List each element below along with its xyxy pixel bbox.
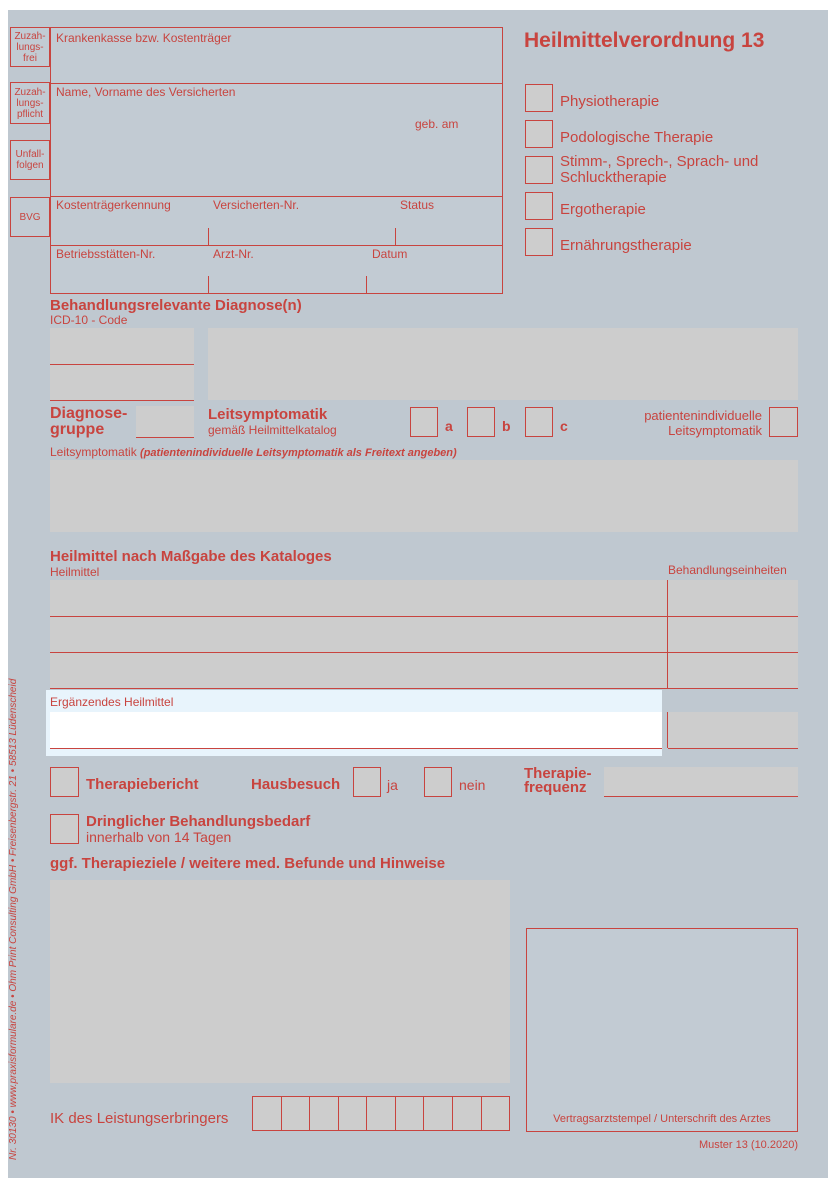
side-box-label: Zuzah- lungs- frei [14, 30, 46, 64]
checkbox-leit-a[interactable] [410, 407, 438, 437]
stamp-signature-label: Vertragsarztstempel / Unterschrift des Arztes [553, 1113, 771, 1125]
checkbox-home-visit-yes[interactable] [353, 767, 381, 797]
home-visit-no-label: nein [459, 777, 486, 793]
diagnosis-text-field[interactable] [208, 328, 798, 400]
leit-b-label: b [502, 418, 511, 434]
ik-digit-cell[interactable] [366, 1096, 396, 1131]
therapy-goals-heading: ggf. Therapieziele / weitere med. Befunde und Hinweise [50, 855, 446, 872]
urgent-treatment-label: Dringlicher Behandlungsbedarf [86, 813, 311, 830]
freetext-label [50, 445, 457, 459]
supplementary-remedy-field[interactable] [50, 712, 662, 748]
home-visit-label: Hausbesuch [251, 776, 341, 793]
insured-number-label: Versicherten-Nr. [213, 198, 300, 212]
checkbox-speech-therapy[interactable] [525, 156, 553, 184]
form-code: Muster 13 (10.2020) [698, 1139, 798, 1151]
diagnosis-group-label-line2: gruppe [50, 421, 105, 438]
diagnosis-group-label-line1: Diagnose- [50, 405, 128, 422]
ik-digit-cell[interactable] [281, 1096, 311, 1131]
doctor-number-label: Arzt-Nr. [213, 247, 254, 261]
side-box-accident[interactable] [10, 140, 50, 180]
checkbox-physiotherapy[interactable] [525, 84, 553, 112]
supplementary-remedy-label: Ergänzendes Heilmittel [50, 695, 174, 709]
option-podology: Podologische Therapie [560, 129, 714, 146]
side-box-label: Zuzah- lungs- pflicht [14, 86, 46, 120]
remedies-heading: Heilmittel nach Maßgabe des Kataloges [50, 548, 332, 565]
individual-leit-label [600, 408, 762, 438]
stamp-signature-box[interactable] [526, 928, 798, 1132]
leitsymptomatik-sub: gemäß Heilmittelkatalog [208, 423, 337, 437]
therapy-report-label: Therapiebericht [86, 776, 199, 793]
side-box-copay-required[interactable] [10, 82, 50, 124]
ik-provider-label: IK des Leistungserbringers [50, 1110, 229, 1127]
diagnosis-heading: Behandlungsrelevante Diagnose(n) [50, 297, 302, 314]
checkbox-ergotherapy[interactable] [525, 192, 553, 220]
checkbox-nutrition-therapy[interactable] [525, 228, 553, 256]
frequency-label-line2: frequenz [524, 779, 587, 796]
checkbox-home-visit-no[interactable] [424, 767, 452, 797]
individual-leit-line1: patientenindividuelle [644, 408, 762, 423]
frequency-label [524, 767, 592, 795]
checkbox-urgent-treatment[interactable] [50, 814, 79, 844]
diagnosis-group-field[interactable] [136, 406, 194, 437]
option-speech-therapy: Stimm-, Sprech-, Sprach- und Schlucktherapie [560, 153, 759, 186]
ik-number-cells [252, 1096, 510, 1131]
leit-c-label: c [560, 418, 568, 434]
side-box-bvg[interactable] [10, 197, 50, 237]
ik-digit-cell[interactable] [423, 1096, 453, 1131]
option-nutrition-therapy: Ernährungstherapie [560, 237, 692, 254]
side-box-copay-free[interactable] [10, 27, 50, 67]
remedy-column-label: Heilmittel [50, 565, 100, 579]
freetext-hint: (patientenindividuelle Leitsymptomatik als Freitext angeben) [140, 447, 457, 459]
home-visit-yes-label: ja [387, 777, 398, 793]
date-label: Datum [372, 247, 408, 261]
form-title: Heilmittelverordnung 13 [524, 29, 765, 52]
checkbox-individual-leit[interactable] [769, 407, 798, 437]
units-column-label: Behandlungseinheiten [668, 563, 787, 577]
icd-code-label: ICD-10 - Code [50, 313, 128, 327]
freetext-label-main: Leitsymptomatik [50, 445, 137, 459]
individual-leit-line2: Leitsymptomatik [668, 423, 762, 438]
ik-digit-cell[interactable] [481, 1096, 511, 1131]
option-ergotherapy: Ergotherapie [560, 201, 646, 218]
therapy-goals-field[interactable] [50, 880, 510, 1083]
frequency-field[interactable] [604, 767, 798, 796]
freetext-field[interactable] [50, 460, 798, 532]
dob-label: geb. am [415, 117, 459, 131]
leitsymptomatik-label: Leitsymptomatik [208, 406, 328, 423]
printer-imprint: Nr. 30130 • www.praxisformulare.de • Ohm Print Consulting GmbH • Freisenbergstr. 21 • 58513 Lüdenscheid [8, 678, 19, 1160]
remedy-table[interactable] [50, 580, 798, 688]
payer-id-label: Kostenträgerkennung [56, 198, 171, 212]
insurance-label: Krankenkasse bzw. Kostenträger [56, 31, 232, 45]
option-physiotherapy: Physiotherapie [560, 93, 660, 110]
side-box-label: Unfall- folgen [15, 149, 45, 171]
ik-digit-cell[interactable] [452, 1096, 482, 1131]
checkbox-leit-c[interactable] [525, 407, 553, 437]
ik-digit-cell[interactable] [309, 1096, 339, 1131]
side-box-label: BVG [19, 211, 41, 223]
checkbox-therapy-report[interactable] [50, 767, 79, 797]
ik-digit-cell[interactable] [338, 1096, 368, 1131]
site-number-label: Betriebsstätten-Nr. [56, 247, 156, 261]
supplementary-units-field[interactable] [668, 712, 798, 748]
frequency-label-line1: Therapie- [524, 765, 592, 782]
ik-digit-cell[interactable] [252, 1096, 282, 1131]
diagnosis-group-label [50, 406, 127, 438]
checkbox-podology[interactable] [525, 120, 553, 148]
leit-a-label: a [445, 418, 453, 434]
status-label: Status [400, 198, 435, 212]
urgent-treatment-sub: innerhalb von 14 Tagen [86, 829, 232, 845]
checkbox-leit-b[interactable] [467, 407, 495, 437]
ik-digit-cell[interactable] [395, 1096, 425, 1131]
insured-name-label: Name, Vorname des Versicherten [56, 85, 236, 99]
